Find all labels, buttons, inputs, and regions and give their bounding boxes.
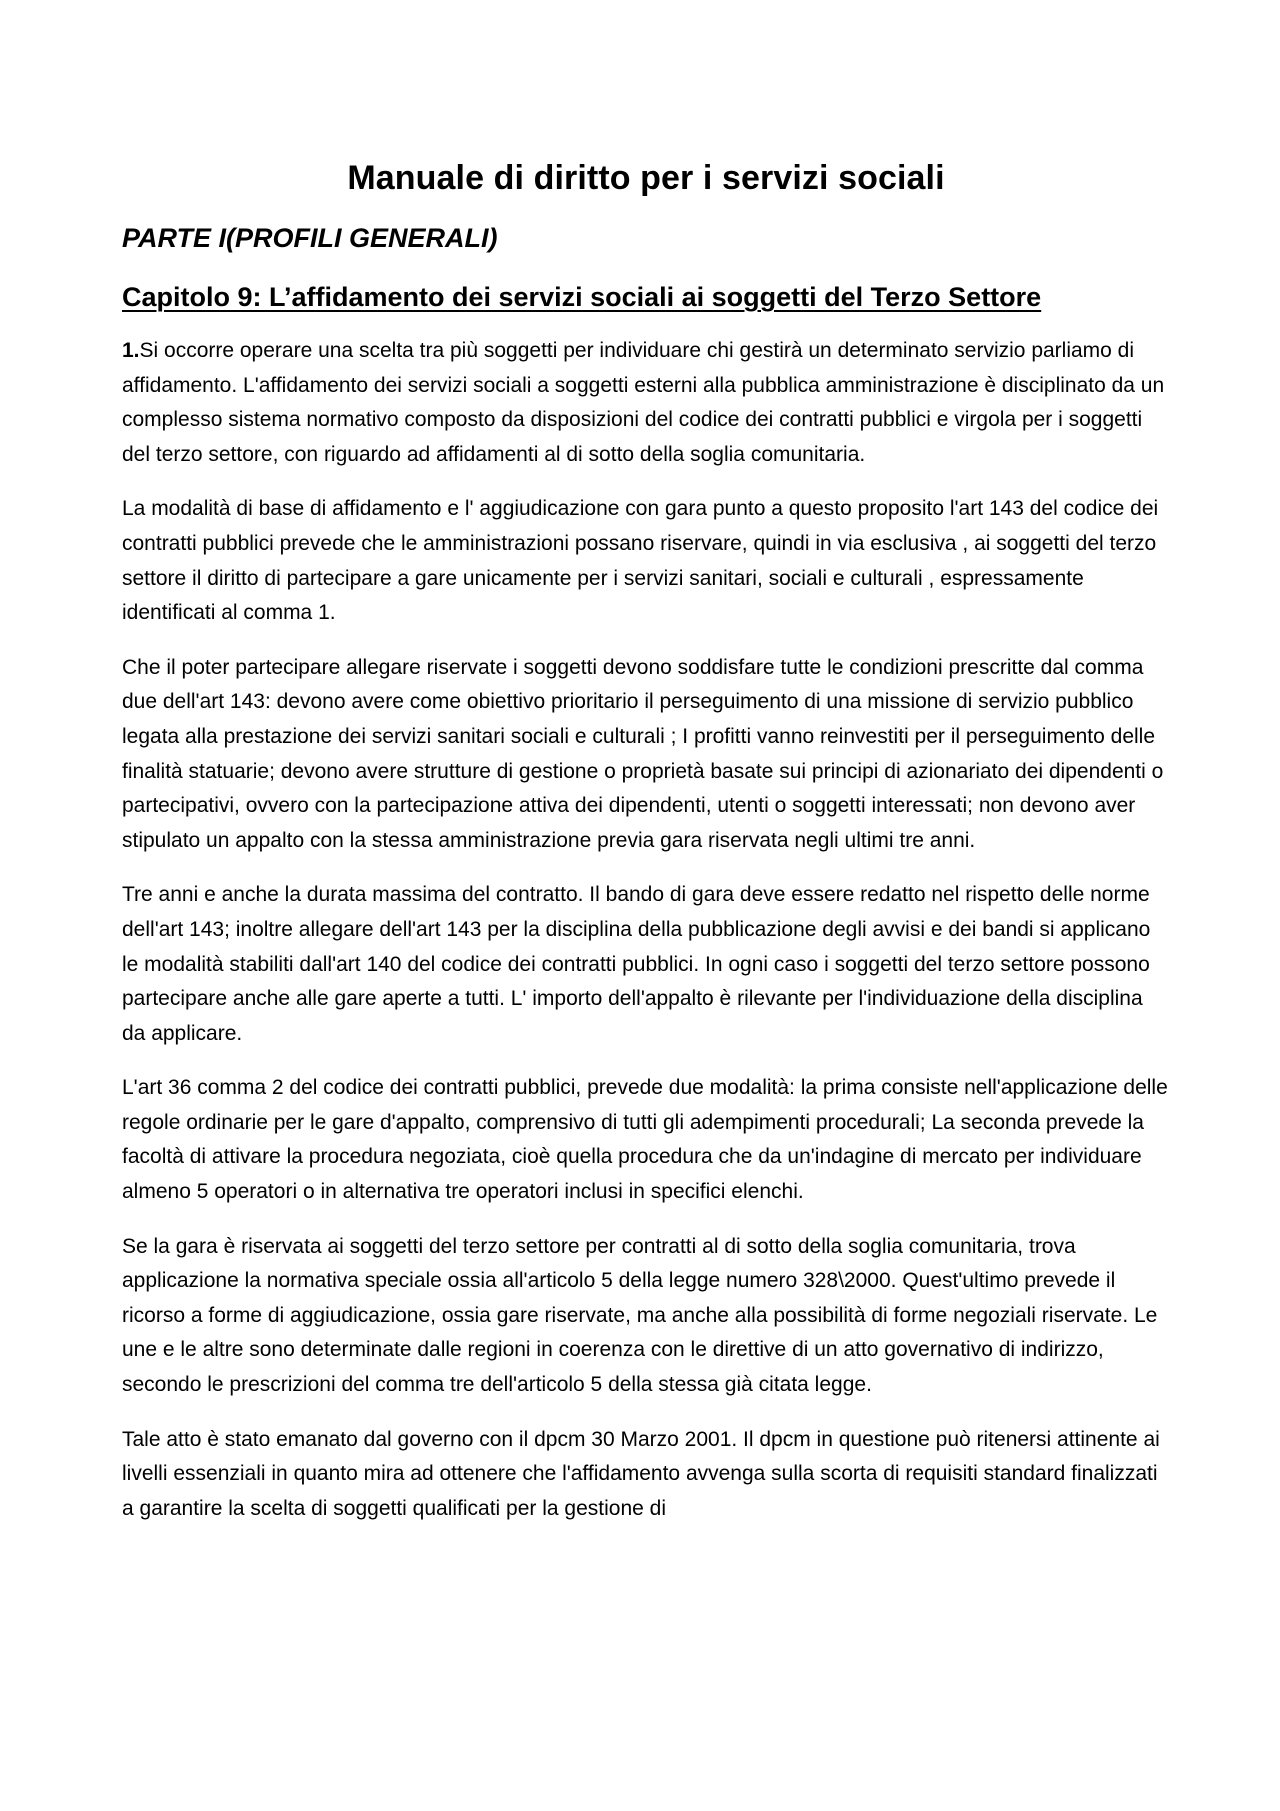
paragraph (122, 1071, 1170, 1209)
paragraph (122, 334, 1170, 472)
document-title: Manuale di diritto per i servizi sociali (347, 159, 945, 197)
paragraph-text: Che il poter partecipare allegare riservate i soggetti devono soddisfare tutte le condizioni prescritte dal comma due dell'art 143: devono avere come obiettivo prioritario il perseguimento di una missione di servizio pubblico legata alla prestazione dei servizi sanitari sociali e culturali ; I profitti vanno reinvestiti per il perseguimento delle finalità statuarie; devono avere strutture di gestione o proprietà basate sui principi di azionariato dei dipendenti o partecipativi, ovvero con la partecipazione attiva dei dipendenti, utenti o soggetti interessati; non devono aver stipulato un appalto con la stessa amministrazione previa gara riservata negli ultimi tre anni. (122, 655, 1164, 852)
document-body (122, 156, 1170, 1526)
paragraph-text: La modalità di base di affidamento e l' aggiudicazione con gara punto a questo proposito l'art 143 del codice dei contratti pubblici prevede che le amministrazioni possano riservare, quindi in via esclusiva , ai soggetti del terzo settore il diritto di partecipare a gare unicamente per i servizi sanitari, sociali e culturali , espressamente identificati al comma 1. (122, 497, 1159, 625)
paragraph-number: 1. (122, 339, 140, 362)
chapter-heading: Capitolo 9: L’affidamento dei servizi sociali ai soggetti del Terzo Settore (122, 282, 1042, 312)
paragraph (122, 1230, 1170, 1403)
paragraph-text: Si occorre operare una scelta tra più soggetti per individuare chi gestirà un determinato servizio parliamo di affidamento. L'affidamento dei servizi sociali a soggetti esterni alla pubblica amministrazione è disciplinato da un complesso sistema normativo composto da disposizioni del codice dei contratti pubblici e virgola per i soggetti del terzo settore, con riguardo ad affidamenti al di sotto della soglia comunitaria. (122, 339, 1165, 466)
paragraph (122, 1423, 1170, 1527)
paragraph (122, 878, 1170, 1051)
paragraph-text: Tale atto è stato emanato dal governo con il dpcm 30 Marzo 2001. Il dpcm in questione può ritenersi attinente ai livelli essenziali in quanto mira ad ottenere che l'affidamento avvenga sulla scorta di requisiti standard finalizzati a garantire la scelta di soggetti qualificati per la gestione di (122, 1427, 1160, 1520)
paragraph-text: Se la gara è riservata ai soggetti del terzo settore per contratti al di sotto della soglia comunitaria, trova applicazione la normativa speciale ossia all'articolo 5 della legge numero 328\2000. Quest'ultimo prevede il ricorso a forme di aggiudicazione, ossia gare riservate, ma anche alla possibilità di forme negoziali riservate. Le une e le altre sono determinate dalle regioni in coerenza con le direttive di un atto governativo di indirizzo, secondo le prescrizioni del comma tre dell'articolo 5 della stessa già citata legge. (122, 1234, 1158, 1397)
paragraph-text: L'art 36 comma 2 del codice dei contratti pubblici, prevede due modalità: la prima consiste nell'applicazione delle regole ordinarie per le gare d'appalto, comprensivo di tutti gli adempimenti procedurali; La seconda prevede la facoltà di attivare la procedura negoziata, cioè quella procedura che da un'indagine di mercato per individuare almeno 5 operatori o in alternativa tre operatori inclusi in specifici elenchi. (122, 1076, 1168, 1204)
paragraph-text: Tre anni e anche la durata massima del contratto. Il bando di gara deve essere redatto nel rispetto delle norme dell'art 143; inoltre allegare dell'art 143 per la disciplina della pubblicazione degli avvisi e dei bandi si applicano le modalità stabiliti dall'art 140 del codice dei contratti pubblici. In ogni caso i soggetti del terzo settore possono partecipare anche alle gare aperte a tutti. L' importo dell'appalto è rilevante per l'individuazione della disciplina da applicare. (122, 883, 1151, 1045)
paragraph (122, 492, 1170, 630)
paragraph (122, 651, 1170, 859)
part-heading: PARTE I(PROFILI GENERALI) (122, 223, 498, 253)
